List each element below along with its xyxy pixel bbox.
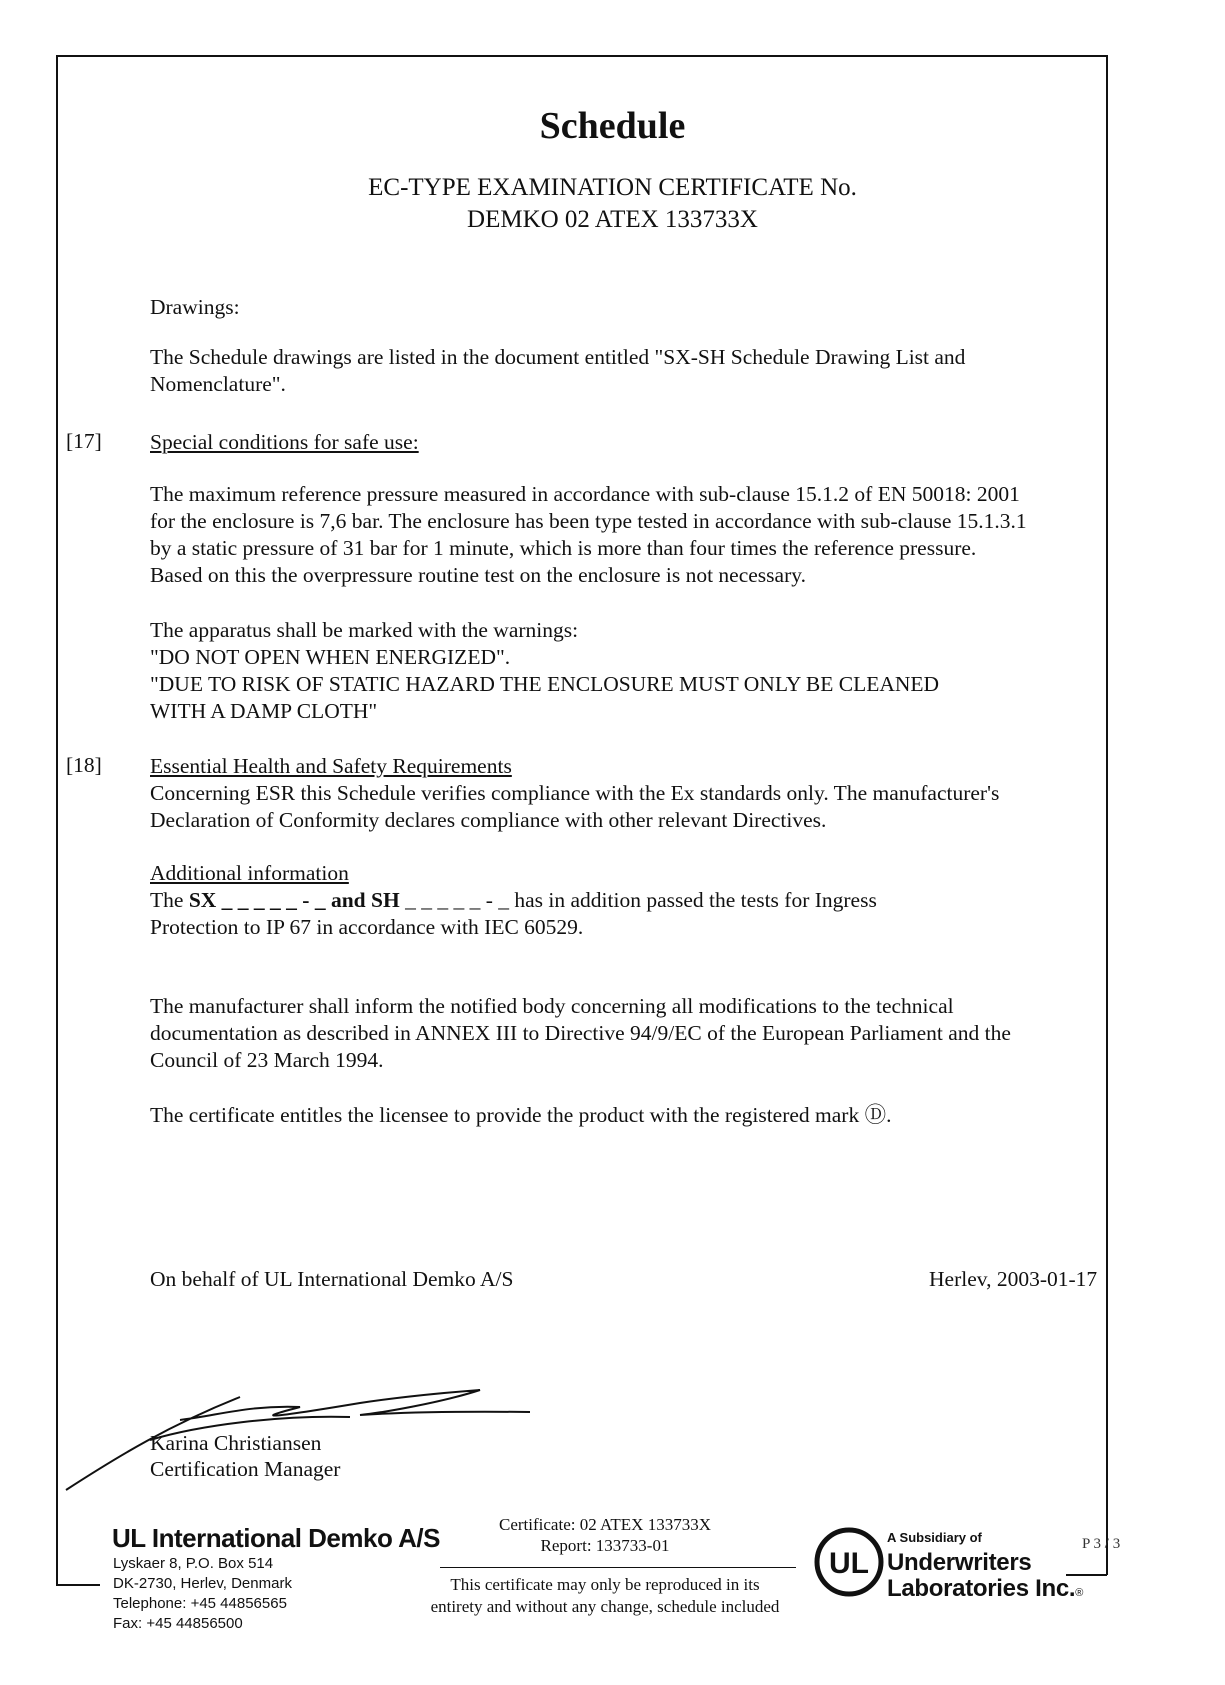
address-line: Lyskaer 8, P.O. Box 514 [113,1555,274,1572]
section-17-number: [17] [66,429,102,453]
registered-mark-text: The certificate entitles the licensee to provide the product with the registered mark [150,1103,865,1127]
ul-name-line: Laboratories Inc. [887,1575,1076,1602]
footer-report: Report: 133733-01 [540,1536,670,1555]
page-title: Schedule [539,105,686,147]
footer-certificate-info [400,1514,810,1556]
frame-top-border [56,55,1106,57]
certificate-heading [0,172,1225,236]
drawings-line: The Schedule drawings are listed in the document entitled "SX-SH Schedule Drawing List and [150,345,966,369]
paragraph-line: WITH A DAMP CLOTH" [150,699,378,723]
footer-divider [440,1567,796,1568]
warnings-paragraph [150,617,939,725]
paragraph-line: Concerning ESR this Schedule verifies compliance with the Ex standards only. The manufacturer's [150,781,1000,805]
registered-mark-note [150,1102,891,1129]
additional-info-rest: has in addition passed the tests for Ingress [509,888,877,912]
address-line: Telephone: +45 44856565 [113,1595,287,1612]
demko-mark-icon: Ⓓ [864,1103,887,1127]
additional-info-line [150,887,877,914]
footer-company-name: UL International Demko A/S [112,1523,440,1553]
underwriters-name [887,1550,1083,1606]
pressure-paragraph [150,481,1027,589]
on-behalf-text: On behalf of UL International Demko A/S [150,1267,514,1291]
paragraph-line: Declaration of Conformity declares compliance with other relevant Directives. [150,808,827,832]
paragraph-line: The manufacturer shall inform the notified body concerning all modifications to the technical [150,994,954,1018]
drawings-heading: Drawings: [150,295,240,319]
paragraph-line: The apparatus shall be marked with the warnings: [150,618,579,642]
paragraph-line: Protection to IP 67 in accordance with IEC 60529. [150,915,584,939]
paragraph-line: Council of 23 March 1994. [150,1048,384,1072]
signatory-name: Karina Christiansen [150,1431,322,1455]
footer-certificate: Certificate: 02 ATEX 133733X [499,1515,711,1534]
subsidiary-label: A Subsidiary of [887,1530,982,1545]
paragraph-line: "DO NOT OPEN WHEN ENERGIZED". [150,645,511,669]
additional-info-heading: Additional information [150,861,349,885]
drawings-text [150,344,965,398]
address-line: Fax: +45 44856500 [113,1615,243,1632]
ul-logo-icon [813,1526,885,1598]
sh-code: _ _ _ _ _ - _ [405,888,509,912]
registered-trademark: ® [1075,1587,1084,1599]
manufacturer-paragraph [150,993,1011,1074]
sx-code: SX _ _ _ _ _ - _ [188,888,326,912]
paragraph-line: for the enclosure is 7,6 bar. The enclosure has been type tested in accordance with sub-clause 15.1.3.1 [150,509,1027,533]
drawings-line: Nomenclature". [150,372,286,396]
esr-block [150,753,999,834]
address-line: DK-2730, Herlev, Denmark [113,1575,292,1592]
registered-mark-end: . [886,1103,892,1127]
note-line: This certificate may only be reproduced in its [450,1575,760,1594]
section-18-heading: Essential Health and Safety Requirements [150,754,512,778]
ul-name-line: Underwriters [887,1549,1032,1576]
paragraph-line: "DUE TO RISK OF STATIC HAZARD THE ENCLOSURE MUST ONLY BE CLEANED [150,672,940,696]
paragraph-line: Based on this the overpressure routine test on the enclosure is not necessary. [150,563,806,587]
ul-logo-text: UL [829,1547,869,1580]
additional-info-block [150,860,877,941]
place-date: Herlev, 2003-01-17 [929,1267,1098,1291]
frame-left-border [56,55,58,1585]
section-18-number: [18] [66,753,102,777]
footer-address [113,1554,292,1634]
page-number: P 3 / 3 [1082,1536,1121,1552]
additional-info-the: The [150,888,189,912]
frame-right-border [1106,55,1108,1575]
footer-reproduction-note [400,1574,810,1618]
and-sh: and SH [325,888,406,912]
signatory-title: Certification Manager [150,1457,341,1481]
ul-name-line2 [887,1576,1083,1606]
certificate-number: DEMKO 02 ATEX 133733X [467,206,758,233]
paragraph-line: by a static pressure of 31 bar for 1 minute, which is more than four times the reference pressure. [150,536,977,560]
note-line: entirety and without any change, schedule included [430,1597,780,1616]
paragraph-line: The maximum reference pressure measured in accordance with sub-clause 15.1.2 of EN 50018: 2001 [150,482,1020,506]
paragraph-line: documentation as described in ANNEX III to Directive 94/9/EC of the European Parliament and the [150,1021,1011,1045]
frame-bottom-left-border [56,1584,100,1586]
certificate-heading-line1: EC-TYPE EXAMINATION CERTIFICATE No. [368,174,857,201]
section-17-heading: Special conditions for safe use: [150,430,419,454]
